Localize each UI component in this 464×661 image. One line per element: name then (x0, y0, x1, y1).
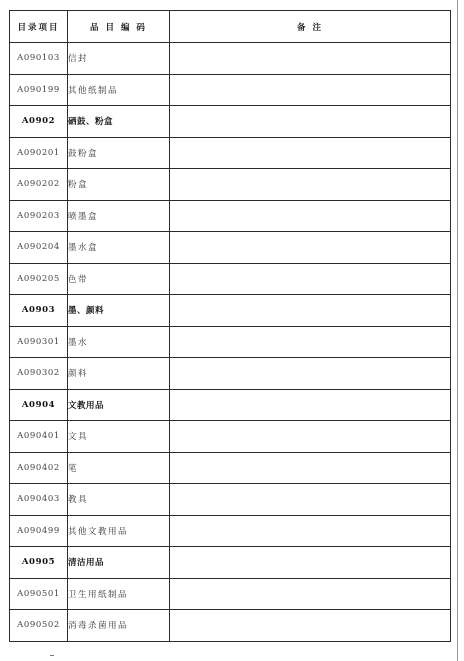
table-row (10, 74, 451, 106)
table-body (10, 43, 451, 642)
cell-name: 墨水盒 (68, 232, 170, 264)
header-code: 目录项目 (10, 11, 68, 43)
cell-note (170, 232, 451, 264)
cell-name: 笔 (68, 452, 170, 484)
cell-name: 信封 (68, 43, 170, 75)
table-row (10, 421, 451, 453)
cell-code: A090103 (10, 43, 68, 75)
cell-code: A0904 (10, 389, 68, 421)
table-row (10, 232, 451, 264)
cell-note (170, 389, 451, 421)
cell-code: A090502 (10, 610, 68, 642)
cell-name: 墨水 (68, 326, 170, 358)
cell-name: 喷墨盒 (68, 200, 170, 232)
cell-name: 清洁用品 (68, 547, 170, 579)
cell-code: A090205 (10, 263, 68, 295)
page-edge-line (457, 0, 458, 661)
cell-code: A090302 (10, 358, 68, 390)
cell-code: A090402 (10, 452, 68, 484)
cell-note (170, 610, 451, 642)
cell-name: 教具 (68, 484, 170, 516)
cell-name: 色带 (68, 263, 170, 295)
cell-note (170, 43, 451, 75)
table-row (10, 326, 451, 358)
cell-code: A090201 (10, 137, 68, 169)
cell-note (170, 484, 451, 516)
cell-code: A0903 (10, 295, 68, 327)
cell-note (170, 358, 451, 390)
cell-note (170, 326, 451, 358)
cell-name: 墨、颜料 (68, 295, 170, 327)
header-name: 品 目 编 码 (68, 11, 170, 43)
table-row (10, 263, 451, 295)
cell-code: A090501 (10, 578, 68, 610)
cell-note (170, 200, 451, 232)
cell-name: 颜料 (68, 358, 170, 390)
cell-note (170, 74, 451, 106)
cell-code: A090203 (10, 200, 68, 232)
cell-code: A090499 (10, 515, 68, 547)
cell-note (170, 421, 451, 453)
cell-name: 卫生用纸制品 (68, 578, 170, 610)
table-row (10, 358, 451, 390)
cell-note (170, 578, 451, 610)
table-row-group (10, 295, 451, 327)
table-row (10, 578, 451, 610)
cell-code: A090199 (10, 74, 68, 106)
cell-code: A090403 (10, 484, 68, 516)
cell-name: 其他纸制品 (68, 74, 170, 106)
cell-name: 鼓粉盒 (68, 137, 170, 169)
cell-note (170, 295, 451, 327)
footer-mark (50, 655, 54, 656)
cell-code: A0902 (10, 106, 68, 138)
cell-note (170, 452, 451, 484)
cell-note (170, 106, 451, 138)
cell-name: 粉盒 (68, 169, 170, 201)
cell-note (170, 547, 451, 579)
table-row (10, 452, 451, 484)
cell-name: 文教用品 (68, 389, 170, 421)
cell-note (170, 263, 451, 295)
table-row-group (10, 547, 451, 579)
cell-name: 文具 (68, 421, 170, 453)
table-row-group (10, 106, 451, 138)
cell-code: A090202 (10, 169, 68, 201)
cell-name: 其他文教用品 (68, 515, 170, 547)
cell-name: 硒鼓、粉盒 (68, 106, 170, 138)
header-row (10, 11, 451, 43)
table-header (10, 11, 451, 43)
table-row (10, 43, 451, 75)
table-row (10, 610, 451, 642)
cell-code: A0905 (10, 547, 68, 579)
cell-name: 消毒杀菌用品 (68, 610, 170, 642)
table-row (10, 515, 451, 547)
table-row (10, 137, 451, 169)
cell-note (170, 137, 451, 169)
table-row (10, 484, 451, 516)
catalog-table (9, 10, 451, 642)
cell-note (170, 169, 451, 201)
cell-code: A090204 (10, 232, 68, 264)
table-row-group (10, 389, 451, 421)
cell-note (170, 515, 451, 547)
cell-code: A090301 (10, 326, 68, 358)
header-note: 备 注 (170, 11, 451, 43)
table-row (10, 200, 451, 232)
cell-code: A090401 (10, 421, 68, 453)
table-row (10, 169, 451, 201)
